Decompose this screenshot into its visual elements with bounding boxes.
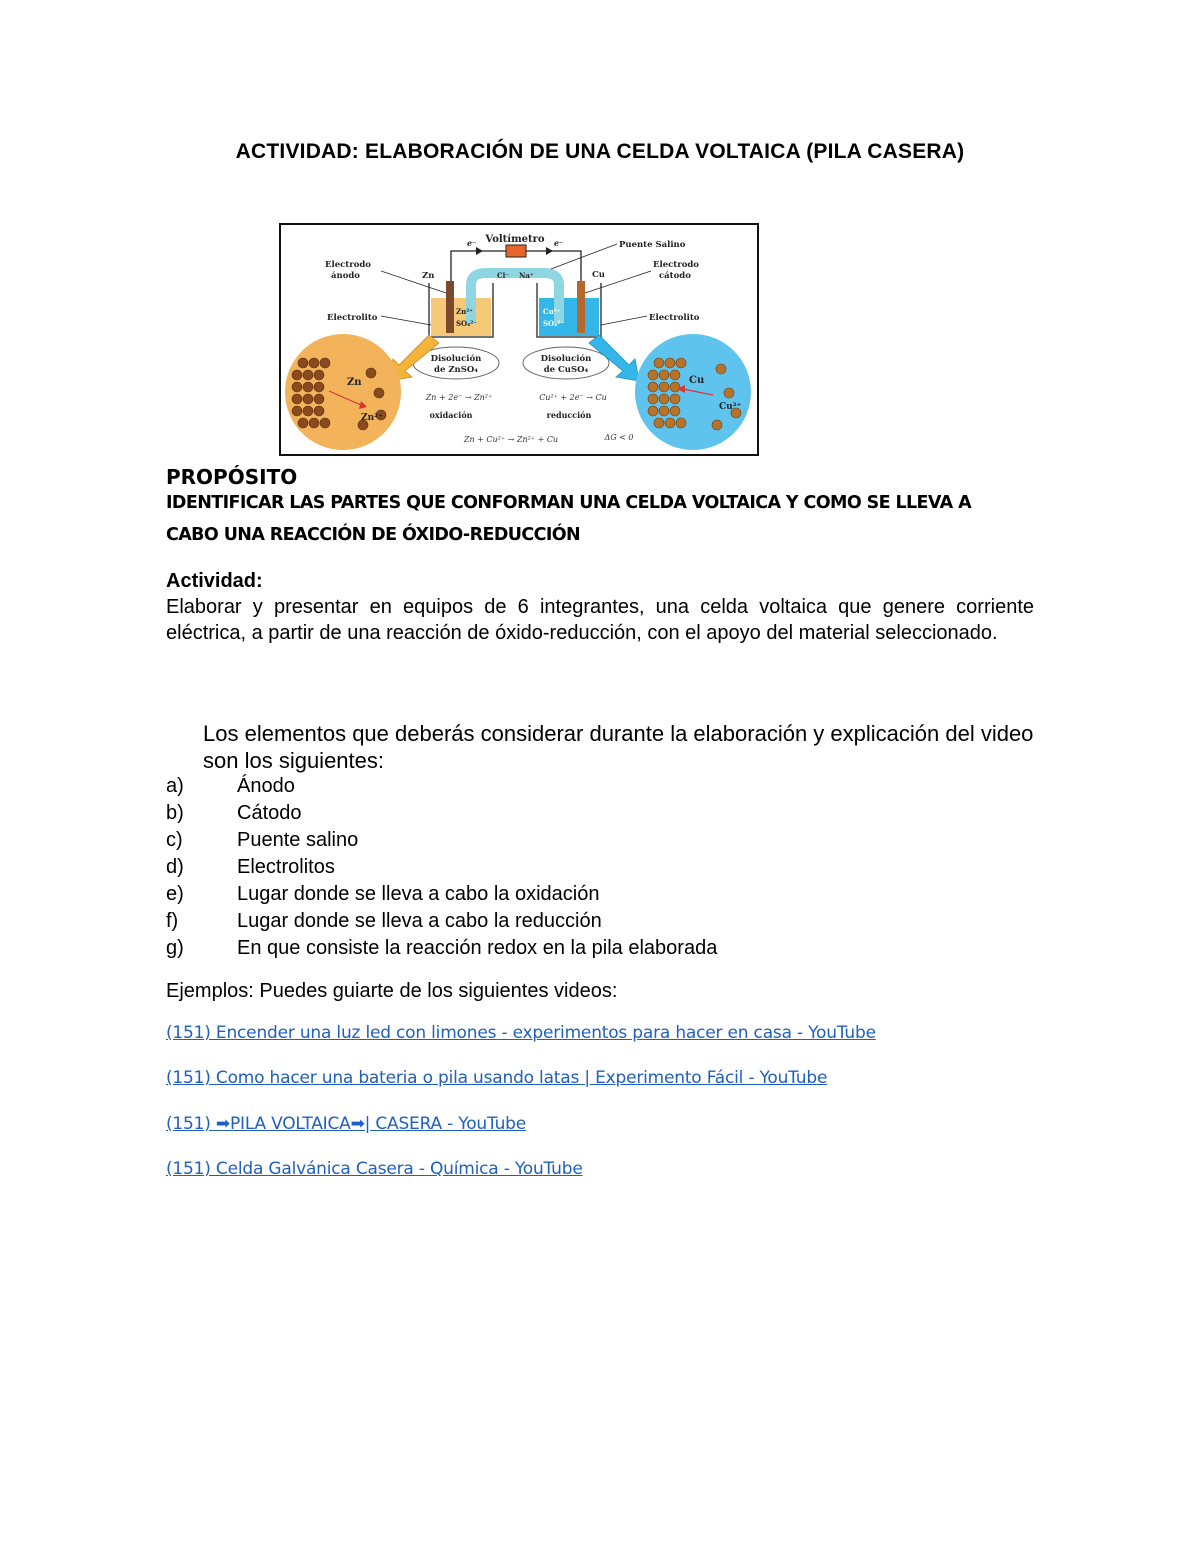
voltaic-cell-diagram [279, 223, 759, 456]
elements-intro: Los elementos que deberás considerar durante la elaboración y explicación del video son los siguientes: [203, 721, 1034, 773]
equation-oxidation: Zn + 2e⁻ → Zn²⁺ [425, 393, 493, 402]
label-zn: Zn [422, 271, 435, 281]
label-voltimetro: Voltímetro [485, 234, 545, 245]
label-reduccion: reducción [546, 410, 592, 420]
video-link-latas[interactable]: (151) Como hacer una bateria o pila usando latas | Experimento Fácil - YouTube [166, 1068, 828, 1088]
voltmeter-icon [506, 245, 526, 257]
video-link-celda-galvanica[interactable]: (151) Celda Galvánica Casera - Química - YouTube [166, 1159, 583, 1179]
proposito-line-1: IDENTIFICAR LAS PARTES QUE CONFORMAN UNA CELDA VOLTAICA Y COMO SE LLEVA A [166, 493, 972, 513]
label-electrodo-catodo-2: cátodo [659, 271, 691, 281]
label-zn2-ion: Zn²⁺ [456, 307, 473, 316]
label-electrodo-anodo-1: Electrodo [325, 260, 371, 270]
label-electron-left: e⁻ [467, 238, 477, 248]
label-cl: Cl⁻ [497, 271, 509, 280]
equation-total: Zn + Cu²⁺ → Zn²⁺ + Cu [463, 435, 559, 444]
label-na: Na⁺ [519, 271, 534, 280]
delta-g: ΔG < 0 [604, 433, 634, 442]
label-disolucion-cu-2: de CuSO₄ [543, 365, 589, 375]
actividad-text: Elaborar y presentar en equipos de 6 integrantes, una celda voltaica que genere corriente eléctrica, a partir de una reacción de óxido-reducción, con el apoyo del material seleccionado. [166, 596, 1034, 644]
label-oxidacion: oxidación [429, 410, 473, 420]
page-title: ACTIVIDAD: ELABORACIÓN DE UNA CELDA VOLTAICA (PILA CASERA) [235, 140, 965, 163]
label-electrodo-anodo-2: ánodo [331, 271, 360, 281]
label-disolucion-zn-1: Disolución [430, 354, 482, 364]
document-page: ACTIVIDAD: ELABORACIÓN DE UNA CELDA VOLTAICA (PILA CASERA) Voltímetro e⁻ e⁻ Puente Salino Electrodo ánodo Electrodo cátodo Zn Cu Cl⁻ Na⁺ Electrolito Electrolito Zn²⁺ SO₄²⁻ Cu²⁺ SO₄²⁻ Disolución de ZnSO₄ Disolución de CuSO₄ Zn + 2e⁻ → Zn²⁺ Cu²⁺ + 2e⁻ → Cu Zn + Cu²⁺ → Zn²⁺ + Cu ΔG < 0 oxidación reducción Zn Zn²⁺ Cu Cu²⁺ PROPÓSITO IDENTIFICAR LAS PARTES QUE CONFORMAN UNA CELDA VOLTAICA Y COMO SE LLEVA A CABO UNA REACCIÓN DE ÓXIDO-REDUCCIÓN Actividad: Elaborar y presentar en equipos de 6 integrantes, una celda voltaica que genere corriente eléctrica, a partir de una reacción de óxido-reducción, con el apoyo del material seleccionado. Los elementos que deberás considerar durante la elaboración y explicación del video son los siguientes: a) Ánodo b) Cátodo c) Puente salino d) Electrolitos e) Lugar donde se lleva a cabo la oxidación f) Lugar donde se lleva a cabo la reducción g) En que consiste la reacción redox en la pila elaborada Ejemplos: Puedes guiarte de los siguientes videos: (151) Encender una luz led con limones - experimentos para hacer en casa - YouTube (151) Como hacer una bateria o pila usando latas | Experimento Fácil - YouTube (151) ➡PILA VOLTAICA➡| CASERA - YouTube (151) Celda Galvánica Casera - Química - YouTube [0, 0, 1200, 1553]
label-puente-salino: Puente Salino [619, 240, 686, 250]
proposito-line-2: CABO UNA REACCIÓN DE ÓXIDO-REDUCCIÓN [166, 525, 581, 545]
equation-reduction: Cu²⁺ + 2e⁻ → Cu [539, 393, 607, 402]
copper-detail-circle [635, 334, 751, 450]
label-cu2-circle: Cu²⁺ [719, 402, 742, 412]
video-link-limones[interactable]: (151) Encender una luz led con limones - experimentos para hacer en casa - YouTube [166, 1023, 876, 1043]
label-so4-right: SO₄²⁻ [543, 319, 564, 328]
label-cu2-ion: Cu²⁺ [543, 307, 561, 316]
examples-label: Ejemplos: Puedes guiarte de los siguientes videos: [166, 980, 618, 1002]
label-so4-left: SO₄²⁻ [456, 319, 477, 328]
label-cu-circle: Cu [689, 375, 705, 386]
label-electrolito-right: Electrolito [649, 313, 700, 323]
label-electrodo-catodo-1: Electrodo [653, 260, 699, 270]
label-disolucion-zn-2: de ZnSO₄ [434, 365, 478, 375]
zinc-detail-circle [285, 334, 401, 450]
label-zn2-circle: Zn²⁺ [361, 413, 383, 423]
label-electrolito-left: Electrolito [327, 313, 378, 323]
proposito-heading: PROPÓSITO [166, 465, 298, 489]
actividad-label: Actividad: [166, 570, 263, 592]
label-electron-right: e⁻ [554, 238, 564, 248]
label-zn-circle: Zn [347, 377, 362, 388]
label-cu: Cu [592, 270, 605, 280]
label-disolucion-cu-1: Disolución [540, 354, 592, 364]
video-link-pila-voltaica[interactable]: (151) ➡PILA VOLTAICA➡| CASERA - YouTube [166, 1114, 526, 1134]
